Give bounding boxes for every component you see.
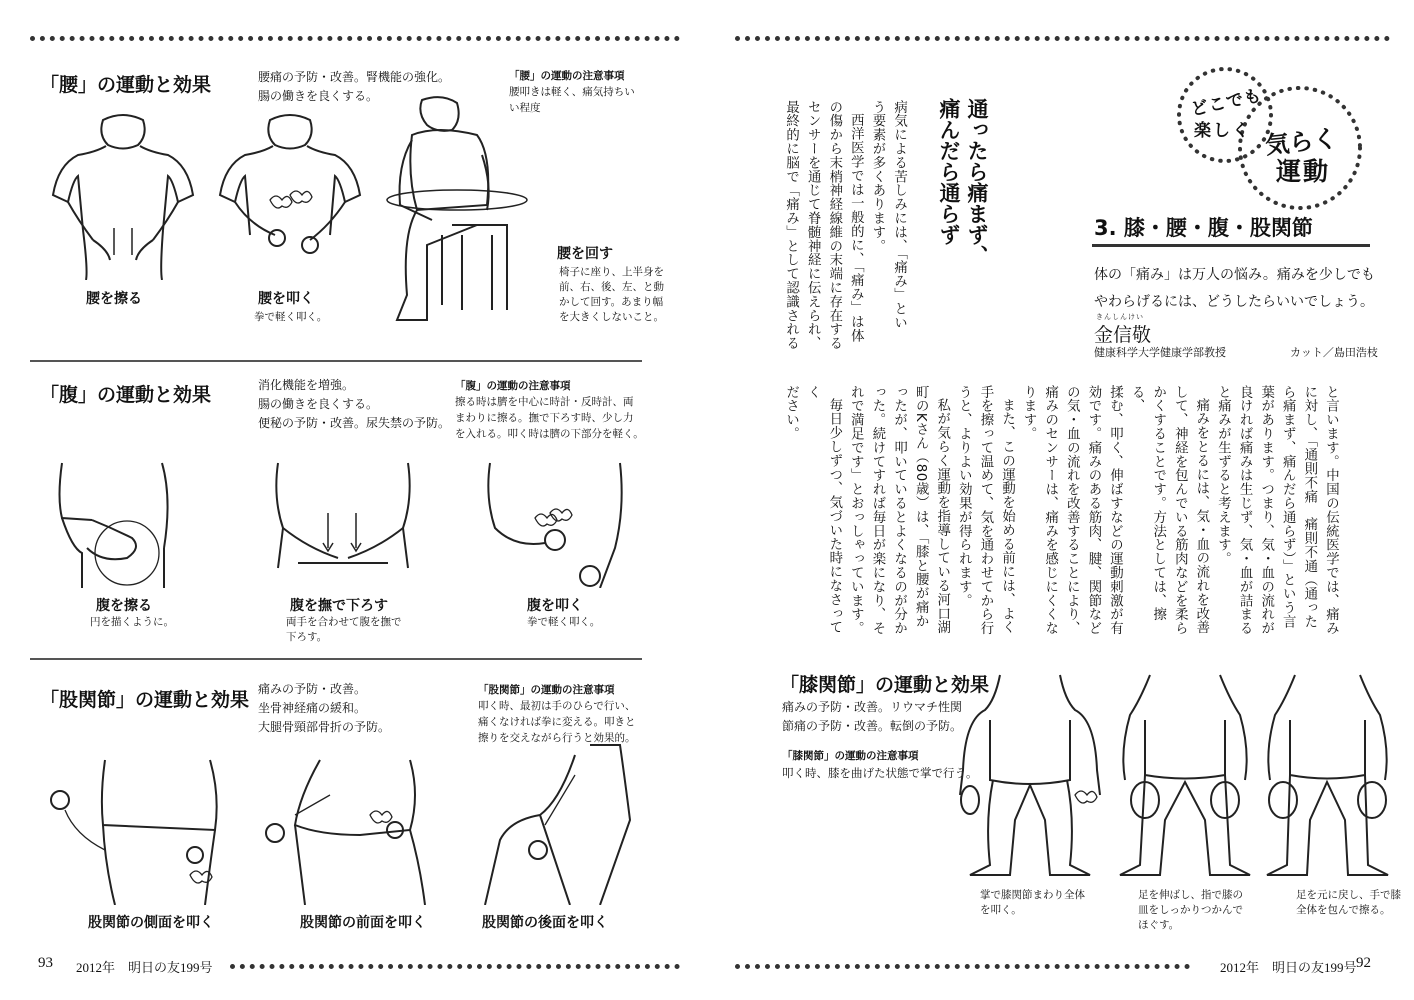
fig-hip-1-caption: 股関節の側面を叩く xyxy=(88,915,214,931)
figure-tap-belly xyxy=(480,458,630,588)
knee-effects: 痛みの予防・改善。リウマチ性関 節痛の予防・改善。転倒の予防。 xyxy=(782,700,963,733)
fig-knee-1-sub: 掌で膝関節まわり全体 を叩く。 xyxy=(980,889,1085,916)
article-lead: 体の「痛み」は万人の悩み。痛みを少しでも やわらげるには、どうしたらいいでしょう。 xyxy=(1094,267,1375,310)
badge-line1: どこでも xyxy=(1189,85,1264,121)
left-issue-label: 2012年 明日の友199号 xyxy=(76,960,213,975)
figure-tap-hip-back xyxy=(480,740,650,905)
knee-note: 「膝関節」の運動の注意事項 叩く時、膝を曲げた状態で掌で行う。 xyxy=(782,750,978,780)
article-headline: 通ったら痛まず、 痛んだら通らず xyxy=(937,98,989,266)
fig-belly-2-caption: 腹を撫で下ろす xyxy=(290,598,388,614)
fig-waist-3-sub: 椅子に座り、上半身を 前、右、後、左、と動 かして回す。あまり幅 を大きくしないこと。 xyxy=(559,266,664,323)
figure-rub-knee xyxy=(1255,670,1400,885)
knee-section-title: 「膝関節」の運動と効果 xyxy=(780,674,990,696)
top-dotted-border-left xyxy=(30,36,680,41)
fig-knee-2-sub: 足を伸ばし、指で膝の 皿をしっかりつかんで ほぐす。 xyxy=(1138,889,1243,931)
figure-rub-waist xyxy=(48,110,198,280)
figure-stroke-belly xyxy=(268,458,418,588)
hip-section-title: 「股関節」の運動と効果 xyxy=(40,689,250,711)
fig-belly-3-sub: 拳で軽く叩く。 xyxy=(527,616,601,628)
figure-tap-waist xyxy=(215,110,365,280)
author-ruby: きんしんけい xyxy=(1096,313,1144,321)
body-text-lower: と言います。中国の伝統医学では、痛み に対し、「通則不痛 痛則不通（通った ら痛まず、痛んだら通らず）」という言 葉があります。つまり、気・血の流れが 良ければ痛みは生じず、気・血が詰まる と痛みが生ずると考えます。 痛みをとるには、気・血の流れを改善 して、神経を包んでいる筋肉などを柔ら かくすることです。方法としては、擦る、 揉む、叩く、伸ばすなどの運動刺激が有 効です。痛みのある筋肉、腱、関節など の気・血の流れを改善することにより、 痛みのセンサーは、痛みを感じにくくな ります。 また、この運動を始める前には、よく 手を擦って温めて、気を通わせてから行 うと、よりよい効果が得られます。 私が気らく運動を指導している河口湖 町のKさん（80歳）は、「膝と腰が痛か ったが、叩いているとよくなるのが分か った。続けてすれば毎日が楽になり、そ れで満足です」とおっしゃっています。 毎日少しずつ、気づいた時になさってく ださい。 xyxy=(783,385,1339,636)
fig-waist-3-caption: 腰を回す xyxy=(557,246,613,262)
fig-knee-3-sub: 足を元に戻し、手で膝 全体を包んで擦る。 xyxy=(1296,889,1401,916)
belly-note: 「腹」の運動の注意事項 擦る時は臍を中心に時計・反時計、両 まわりに擦る。撫で下ろす時、少し力 を入れる。叩く時は臍の下部分を軽く。 xyxy=(455,380,644,440)
fig-waist-2-sub: 拳で軽く叩く。 xyxy=(254,311,328,323)
figure-tap-knee xyxy=(955,670,1105,885)
belly-section-title: 「腹」の運動と効果 xyxy=(40,384,212,406)
bottom-dotted-border-right xyxy=(735,964,1190,969)
fig-belly-2-sub: 両手を合わせて腹を撫で 下ろす。 xyxy=(286,616,402,643)
waist-section-title: 「腰」の運動と効果 xyxy=(40,74,212,96)
badge-line4: 運動 xyxy=(1276,157,1331,186)
right-issue-label: 2012年 明日の友199号 xyxy=(1220,960,1357,975)
figure-grip-kneecap xyxy=(1110,670,1260,885)
fig-waist-1-caption: 腰を擦る xyxy=(86,291,142,307)
badge-line2: 楽しく xyxy=(1194,121,1251,141)
hip-note: 「股関節」の運動の注意事項 叩く時、最初は手のひらで行い、 痛くなければ拳に変える。叩きと 擦りを交えながら行うと効果的。 xyxy=(478,684,636,744)
left-page-number: 93 xyxy=(38,955,53,971)
figure-rotate-waist xyxy=(382,95,532,335)
article-heading: 3. 膝・腰・腹・股関節 xyxy=(1094,216,1313,240)
figure-tap-hip-side xyxy=(45,755,220,905)
belly-effects: 消化機能を増強。 腸の働きを良くする。 便秘の予防・改善。尿失禁の予防。 xyxy=(258,378,451,430)
fig-hip-2-caption: 股関節の前面を叩く xyxy=(300,915,426,931)
right-page-number: 92 xyxy=(1356,955,1371,971)
waist-note: 「腰」の運動の注意事項 腰叩きは軽く、痛気持ちい い程度 xyxy=(509,70,635,114)
badge-line3: 気らく xyxy=(1263,124,1339,160)
hip-effects: 痛みの予防・改善。 坐骨神経痛の緩和。 大腿骨頸部骨折の予防。 xyxy=(258,682,391,734)
figure-tap-hip-front xyxy=(260,755,435,905)
fig-belly-3-caption: 腹を叩く xyxy=(527,598,583,614)
top-dotted-border-right xyxy=(735,36,1390,41)
section-divider-2 xyxy=(30,658,642,660)
illustration-credit: カット／島田浩枝 xyxy=(1290,346,1378,359)
figure-rub-belly xyxy=(52,458,202,588)
bottom-dotted-border-left xyxy=(230,964,680,969)
badge xyxy=(1170,60,1370,210)
body-text-upper: 病気による苦しみには、「痛み」とい う要素が多くあります。 西洋医学では一般的に、「痛み」は体 の傷から末梢神経線維の末端に存在する センサーを通じて脊髄神経に伝えられ、 最終的に脳で「痛み」として認識される xyxy=(783,100,907,351)
fig-hip-3-caption: 股関節の後面を叩く xyxy=(482,915,608,931)
fig-belly-1-sub: 円を描くように。 xyxy=(90,616,174,628)
author-name: 金信敬 xyxy=(1094,324,1152,346)
author-title: 健康科学大学健康学部教授 xyxy=(1094,346,1226,359)
fig-waist-2-caption: 腰を叩く xyxy=(258,291,314,307)
heading-underline xyxy=(1092,244,1370,247)
section-divider-1 xyxy=(30,360,642,362)
fig-belly-1-caption: 腹を擦る xyxy=(96,598,152,614)
waist-effects: 腰痛の予防・改善。腎機能の強化。 腸の働きを良くする。 xyxy=(258,70,451,103)
